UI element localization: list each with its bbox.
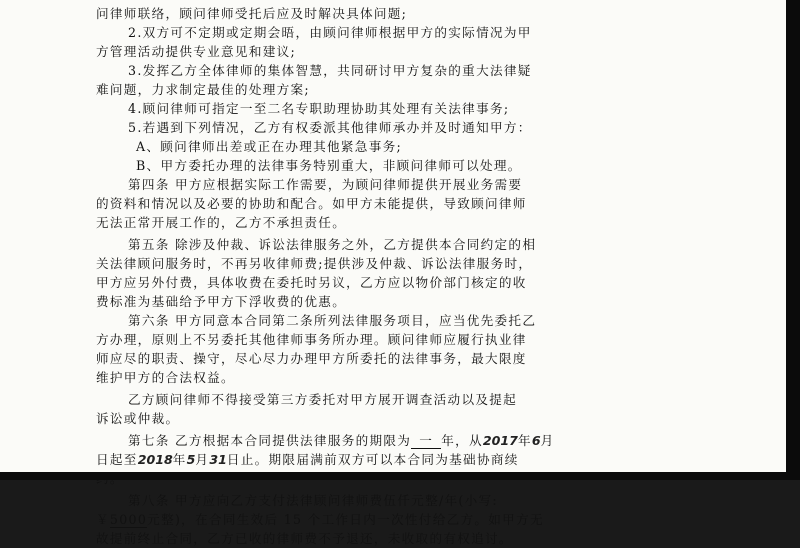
text-line: 问律师联络，顾问律师受托后应及时解决具体问题;	[96, 6, 408, 21]
item-a-line: A、顾问律师出差或正在办理其他紧急事务;	[136, 139, 403, 154]
clause-3-line: 3.发挥乙方全体律师的集体智慧，共同研讨甲方复杂的重大法律疑	[128, 63, 532, 78]
clause-5-line: 5.若遇到下列情况，乙方有权委派其他律师承办并及时通知甲方：	[128, 120, 532, 135]
article-5-line: 第五条 除涉及仲裁、诉讼法律服务之外，乙方提供本合同约定的相	[128, 237, 537, 252]
text-line: 故提前终止合同，乙方已收的律师费不予退还，未收取的有权追讨。	[96, 531, 513, 546]
text-line: 关法律顾问服务时，不再另收律师费;提供涉及仲裁、诉讼法律服务时，	[96, 256, 533, 271]
text-line: 方管理活动提供专业意见和建议;	[96, 44, 297, 59]
handwritten-end-year: 2018	[137, 452, 173, 467]
text-fragment: 日止。期限届满前双方可以本合同为基础协商续	[226, 452, 519, 467]
term-years-blank: 一	[411, 433, 441, 449]
article-7-prefix: 第七条 乙方根据本合同提供法律服务的期限为	[128, 433, 412, 448]
text-line: 难问题，力求制定最佳的处理方案;	[96, 82, 310, 97]
scan-edge-bottom	[0, 472, 800, 480]
text-line: 无法正常开展工作的，乙方不承担责任。	[96, 215, 347, 230]
fee-amount: 5000	[109, 512, 148, 527]
handwritten-end-day: 31	[209, 452, 227, 467]
handwritten-start-year: 2017	[482, 433, 518, 448]
text-fragment: 年，从	[441, 433, 483, 448]
article-8-line: 第八条 甲方应向乙方支付法律顾问律师费伍仟元整/年(小写:	[128, 493, 498, 508]
text-fragment: 月	[540, 433, 555, 448]
fee-line	[96, 510, 700, 529]
handwritten-start-month: 6	[531, 433, 541, 448]
text-line: 维护甲方的合法权益。	[96, 370, 235, 385]
text-line: 甲方应另外付费，具体收费在委托时另议，乙方应以物价部门核定的收	[96, 275, 527, 290]
text-fragment: 元整)，在合同生效后 15 个工作日内一次性付给乙方。如甲方无	[147, 512, 544, 527]
text-line: 的资料和情况以及必要的协助和配合。如甲方未能提供，导致顾问律师	[96, 196, 527, 211]
text-fragment: 日起至	[96, 452, 138, 467]
scan-edge-right	[786, 0, 800, 480]
contract-text	[96, 4, 700, 548]
item-b-line: B、甲方委托办理的法律事务特别重大，非顾问律师可以处理。	[136, 158, 522, 173]
article-6-line: 第六条 甲方同意本合同第二条所列法律服务项目，应当优先委托乙	[128, 313, 537, 328]
clause-4-line: 4.顾问律师可指定一至二名专职助理协助其处理有关法律事务;	[128, 101, 510, 116]
handwritten-end-month: 5	[186, 452, 196, 467]
text-fragment: 年	[172, 452, 187, 467]
text-line: 诉讼或仲裁。	[96, 411, 180, 426]
article-7-line-2	[96, 450, 700, 469]
clause-2-line: 2.双方可不定期或定期会晤，由顾问律师根据甲方的实际情况为甲	[128, 25, 532, 40]
text-line: 师应尽的职责、操守，尽心尽力办理甲方所委托的法律事务，最大限度	[96, 351, 527, 366]
text-line: 费标准为基础给予甲方下浮收费的优惠。	[96, 294, 347, 309]
text-fragment: 年	[517, 433, 532, 448]
text-fragment: 月	[195, 452, 210, 467]
currency-symbol: ￥	[96, 512, 110, 527]
article-7-line	[96, 431, 700, 450]
article-4-line: 第四条 甲方应根据实际工作需要，为顾问律师提供开展业务需要	[128, 177, 523, 192]
text-line: 方办理，原则上不另委托其他律师事务所办理。顾问律师应履行执业律	[96, 332, 527, 347]
text-line: 乙方顾问律师不得接受第三方委托对甲方展开调查活动以及提起	[128, 392, 518, 407]
